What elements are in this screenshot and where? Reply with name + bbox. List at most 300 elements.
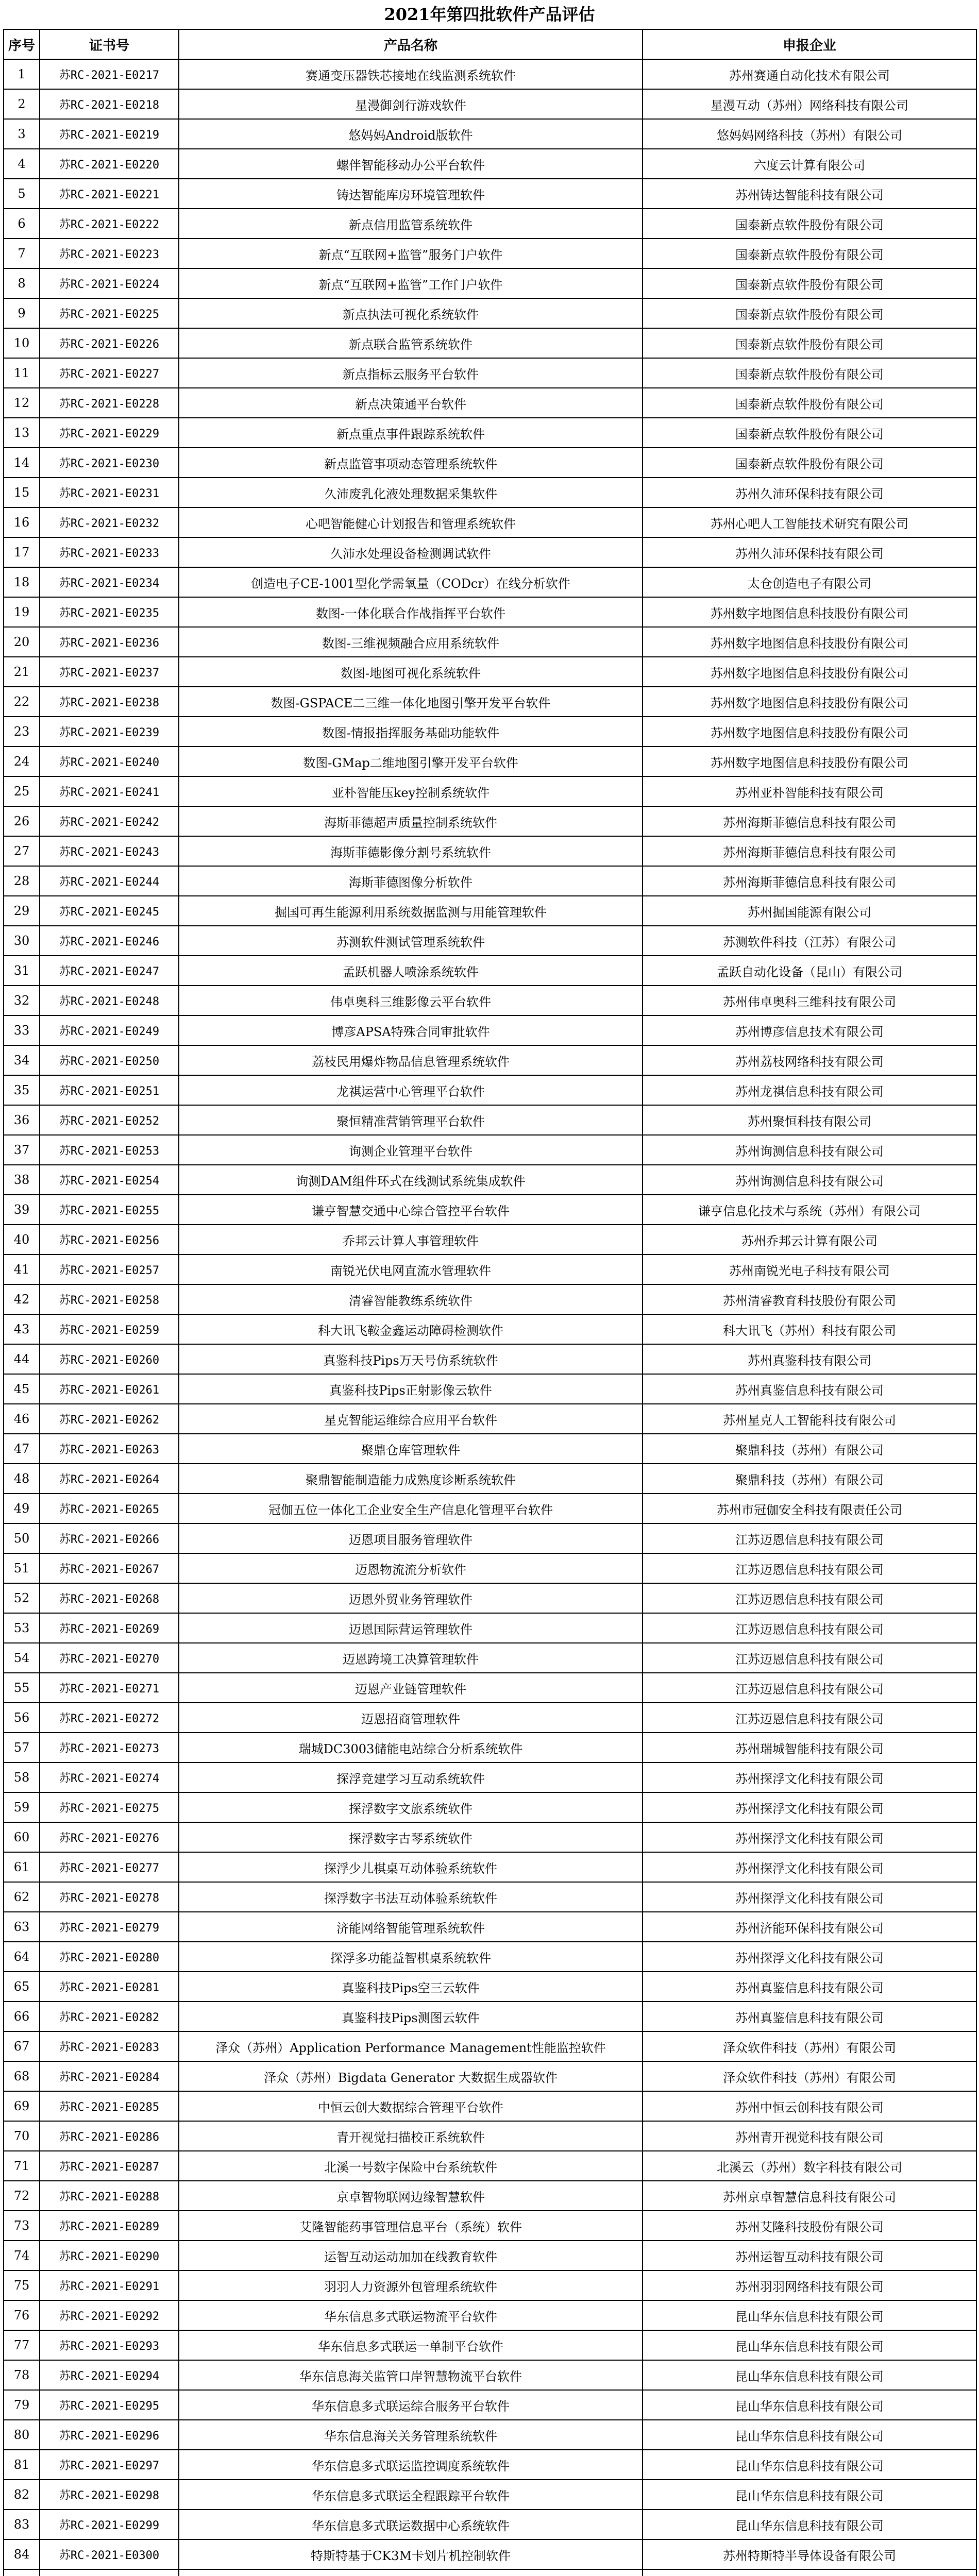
table-row	[4, 896, 976, 926]
cell-cert-number: 苏RC-2021-E0294	[40, 2360, 179, 2390]
cell-company: 苏州博彦信息技术有限公司	[643, 1015, 976, 1045]
cell-cert-number: 苏RC-2021-E0231	[40, 478, 179, 507]
table-row	[4, 2539, 976, 2569]
cell-cert-number: 苏RC-2021-E0251	[40, 1075, 179, 1105]
cell-cert-number: 苏RC-2021-E0275	[40, 1792, 179, 1822]
cell-index: 30	[4, 926, 40, 956]
cell-cert-number: 苏RC-2021-E0267	[40, 1553, 179, 1583]
cell-product-name: 探浮数字书法互动体验系统软件	[179, 1882, 643, 1912]
table-row	[4, 806, 976, 836]
cell-product-name: 新点执法可视化系统软件	[179, 298, 643, 328]
cell-company: 国泰新点软件股份有限公司	[643, 239, 976, 268]
cell-company: 苏州掘国能源有限公司	[643, 896, 976, 926]
cell-cert-number: 苏RC-2021-E0255	[40, 1195, 179, 1225]
table-row	[4, 149, 976, 179]
table-row	[4, 1225, 976, 1255]
cell-index: 52	[4, 1583, 40, 1613]
table-row	[4, 2330, 976, 2360]
cell-cert-number: 苏RC-2021-E0221	[40, 179, 179, 209]
cell-cert-number: 苏RC-2021-E0266	[40, 1523, 179, 1553]
table-row	[4, 1553, 976, 1583]
cell-cert-number: 苏RC-2021-E0295	[40, 2390, 179, 2420]
cell-index: 49	[4, 1494, 40, 1523]
cell-index: 10	[4, 328, 40, 358]
table-row	[4, 1494, 976, 1523]
cell-company: 昆山华东信息科技有限公司	[643, 2420, 976, 2450]
cell-index: 21	[4, 657, 40, 687]
cell-index: 68	[4, 2061, 40, 2091]
cell-cert-number: 苏RC-2021-E0293	[40, 2330, 179, 2360]
cell-index: 24	[4, 747, 40, 776]
cell-product-name: 华东信息多式联运物流平台软件	[179, 2300, 643, 2330]
cell-cert-number: 苏RC-2021-E0297	[40, 2450, 179, 2480]
table-row	[4, 1912, 976, 1942]
cell-company: 国泰新点软件股份有限公司	[643, 328, 976, 358]
cell-product-name: 数图-三维视频融合应用系统软件	[179, 627, 643, 657]
cell-product-name: 海斯菲德超声质量控制系统软件	[179, 806, 643, 836]
cell-product-name: 久沛水处理设备检测调试软件	[179, 537, 643, 567]
cell-cert-number: 苏RC-2021-E0224	[40, 268, 179, 298]
cell-company: 国泰新点软件股份有限公司	[643, 358, 976, 388]
cell-index: 76	[4, 2300, 40, 2330]
cell-index: 42	[4, 1284, 40, 1314]
cell-company: 苏州荔枝网络科技有限公司	[643, 1045, 976, 1075]
cell-cert-number: 苏RC-2021-E0264	[40, 1464, 179, 1494]
cell-company: 苏州乔邦云计算有限公司	[643, 1225, 976, 1255]
cell-product-name: 探浮竞建学习互动系统软件	[179, 1762, 643, 1792]
cell-company: 国泰新点软件股份有限公司	[643, 448, 976, 478]
cell-company: 苏州久沛环保科技有限公司	[643, 478, 976, 507]
cell-cert-number: 苏RC-2021-E0284	[40, 2061, 179, 2091]
cell-product-name: 孟跃机器人喷涂系统软件	[179, 956, 643, 986]
cell-cert-number: 苏RC-2021-E0280	[40, 1942, 179, 1972]
cell-index: 56	[4, 1703, 40, 1733]
cell-cert-number: 苏RC-2021-E0258	[40, 1284, 179, 1314]
cell-cert-number: 苏RC-2021-E0220	[40, 149, 179, 179]
cell-cert-number: 苏RC-2021-E0223	[40, 239, 179, 268]
cell-cert-number: 苏RC-2021-E0263	[40, 1434, 179, 1464]
cell-index: 18	[4, 567, 40, 597]
cell-index: 72	[4, 2181, 40, 2211]
cell-index: 43	[4, 1314, 40, 1344]
cell-index: 63	[4, 1912, 40, 1942]
cell-product-name: 新点“互联网+监管”工作门户软件	[179, 268, 643, 298]
cell-cert-number	[40, 2569, 179, 2576]
cell-product-name: 华东信息多式联运全程跟踪平台软件	[179, 2480, 643, 2510]
table-row	[4, 507, 976, 537]
cell-company: 聚鼎科技（苏州）有限公司	[643, 1464, 976, 1494]
cell-cert-number: 苏RC-2021-E0281	[40, 1972, 179, 2002]
table-row	[4, 747, 976, 776]
cell-product-name: 华东信息多式联运一单制平台软件	[179, 2330, 643, 2360]
cell-product-name: 乔邦云计算人事管理软件	[179, 1225, 643, 1255]
cell-product-name: 冠伽五位一体化工企业安全生产信息化管理平台软件	[179, 1494, 643, 1523]
cell-cert-number: 苏RC-2021-E0242	[40, 806, 179, 836]
cell-product-name: 谦亨智慧交通中心综合管控平台软件	[179, 1195, 643, 1225]
cell-index: 19	[4, 597, 40, 627]
cell-cert-number: 苏RC-2021-E0276	[40, 1822, 179, 1852]
cell-product-name	[179, 2569, 643, 2576]
table-row	[4, 2480, 976, 2510]
cell-index: 46	[4, 1404, 40, 1434]
cell-index: 65	[4, 1972, 40, 2002]
cell-cert-number: 苏RC-2021-E0236	[40, 627, 179, 657]
cell-product-name: 迈恩招商管理软件	[179, 1703, 643, 1733]
cell-company: 苏州羽羽网络科技有限公司	[643, 2270, 976, 2300]
table-row	[4, 1762, 976, 1792]
cell-product-name: 青开视觉扫描校正系统软件	[179, 2121, 643, 2151]
cell-index: 28	[4, 866, 40, 896]
cell-index: 45	[4, 1374, 40, 1404]
cell-product-name: 科大讯飞鞍金鑫运动障碍检测软件	[179, 1314, 643, 1344]
cell-product-name: 铸达智能库房环境管理软件	[179, 179, 643, 209]
table-row	[4, 1344, 976, 1374]
table-row	[4, 717, 976, 747]
cell-product-name: 泽众（苏州）Bigdata Generator 大数据生成器软件	[179, 2061, 643, 2091]
cell-product-name: 探浮数字古琴系统软件	[179, 1822, 643, 1852]
cell-company: 国泰新点软件股份有限公司	[643, 298, 976, 328]
cell-index: 70	[4, 2121, 40, 2151]
cell-cert-number: 苏RC-2021-E0289	[40, 2211, 179, 2241]
cell-cert-number: 苏RC-2021-E0260	[40, 1344, 179, 1374]
table-row	[4, 2061, 976, 2091]
cell-product-name: 南锐光伏电网直流水管理软件	[179, 1255, 643, 1284]
cell-product-name: 中恒云创大数据综合管理平台软件	[179, 2091, 643, 2121]
cell-cert-number: 苏RC-2021-E0235	[40, 597, 179, 627]
table-row	[4, 59, 976, 89]
cell-product-name: 瑞城DC3003储能电站综合分析系统软件	[179, 1733, 643, 1762]
table-row	[4, 2181, 976, 2211]
cell-index: 82	[4, 2480, 40, 2510]
cell-product-name: 探浮多功能益智棋桌系统软件	[179, 1942, 643, 1972]
cell-company: 昆山华东信息科技有限公司	[643, 2480, 976, 2510]
cell-index: 14	[4, 448, 40, 478]
table-row	[4, 418, 976, 448]
cell-company: 江苏迈恩信息科技有限公司	[643, 1553, 976, 1583]
cell-product-name: 聚恒精准营销管理平台软件	[179, 1105, 643, 1135]
cell-product-name: 华东信息多式联运综合服务平台软件	[179, 2390, 643, 2420]
cell-company: 泽众软件科技（苏州）有限公司	[643, 2061, 976, 2091]
cell-cert-number: 苏RC-2021-E0248	[40, 986, 179, 1015]
cell-product-name: 新点指标云服务平台软件	[179, 358, 643, 388]
cell-index: 34	[4, 1045, 40, 1075]
cell-company: 昆山华东信息科技有限公司	[643, 2450, 976, 2480]
cell-index: 15	[4, 478, 40, 507]
cell-product-name: 聚鼎智能制造能力成熟度诊断系统软件	[179, 1464, 643, 1494]
cell-product-name: 新点决策通平台软件	[179, 388, 643, 418]
cell-cert-number: 苏RC-2021-E0238	[40, 687, 179, 717]
cell-company: 昆山华东信息科技有限公司	[643, 2300, 976, 2330]
table-row	[4, 1523, 976, 1553]
cell-company: 苏州真鉴科技有限公司	[643, 1344, 976, 1374]
cell-index: 4	[4, 149, 40, 179]
cell-index: 64	[4, 1942, 40, 1972]
header-product-name: 产品名称	[179, 29, 643, 59]
table-row	[4, 597, 976, 627]
cell-product-name: 星克智能运维综合应用平台软件	[179, 1404, 643, 1434]
cell-company: 苏州探浮文化科技有限公司	[643, 1762, 976, 1792]
cell-cert-number: 苏RC-2021-E0249	[40, 1015, 179, 1045]
cell-product-name: 真鉴科技Pips测图云软件	[179, 2002, 643, 2031]
cell-cert-number: 苏RC-2021-E0283	[40, 2031, 179, 2061]
cell-company: 星漫互动（苏州）网络科技有限公司	[643, 89, 976, 119]
table-row	[4, 1673, 976, 1703]
cell-company: 苏州探浮文化科技有限公司	[643, 1942, 976, 1972]
cell-company: 苏州运智互动科技有限公司	[643, 2241, 976, 2270]
cell-product-name: 新点重点事件跟踪系统软件	[179, 418, 643, 448]
cell-index: 17	[4, 537, 40, 567]
table-row	[4, 268, 976, 298]
cell-company: 苏州久沛环保科技有限公司	[643, 537, 976, 567]
cell-cert-number: 苏RC-2021-E0244	[40, 866, 179, 896]
cell-company: 昆山华东信息科技有限公司	[643, 2330, 976, 2360]
cell-cert-number: 苏RC-2021-E0254	[40, 1165, 179, 1195]
cell-index: 60	[4, 1822, 40, 1852]
table-row	[4, 1075, 976, 1105]
cell-index: 66	[4, 2002, 40, 2031]
cell-company: 苏州数字地图信息科技股份有限公司	[643, 597, 976, 627]
cell-index: 84	[4, 2539, 40, 2569]
cell-cert-number: 苏RC-2021-E0237	[40, 657, 179, 687]
cell-index: 16	[4, 507, 40, 537]
table-row	[4, 1255, 976, 1284]
cell-cert-number: 苏RC-2021-E0245	[40, 896, 179, 926]
cell-index: 36	[4, 1105, 40, 1135]
cell-product-name: 久沛废乳化液处理数据采集软件	[179, 478, 643, 507]
cell-index: 80	[4, 2420, 40, 2450]
cell-product-name: 数图-一体化联合作战指挥平台软件	[179, 597, 643, 627]
table-row	[4, 478, 976, 507]
cell-company: 六度云计算有限公司	[643, 149, 976, 179]
cell-index: 74	[4, 2241, 40, 2270]
cell-company: 苏州数字地图信息科技股份有限公司	[643, 657, 976, 687]
cell-company: 苏州聚恒科技有限公司	[643, 1105, 976, 1135]
cell-company: 国泰新点软件股份有限公司	[643, 268, 976, 298]
cell-product-name: 数图-地图可视化系统软件	[179, 657, 643, 687]
cell-product-name: 新点监管事项动态管理系统软件	[179, 448, 643, 478]
table-row	[4, 2151, 976, 2181]
cell-company: 苏州中恒云创科技有限公司	[643, 2091, 976, 2121]
cell-product-name: 数图-情报指挥服务基础功能软件	[179, 717, 643, 747]
cell-company: 苏州青开视觉科技有限公司	[643, 2121, 976, 2151]
cell-index: 54	[4, 1643, 40, 1673]
cell-product-name: 聚鼎仓库管理软件	[179, 1434, 643, 1464]
cell-index: 62	[4, 1882, 40, 1912]
table-row	[4, 2270, 976, 2300]
cell-index: 37	[4, 1135, 40, 1165]
cell-company: 苏州清睿教育科技股份有限公司	[643, 1284, 976, 1314]
page-title: 2021年第四批软件产品评估	[384, 5, 595, 24]
cell-index: 55	[4, 1673, 40, 1703]
cell-cert-number: 苏RC-2021-E0288	[40, 2181, 179, 2211]
cell-company: 国泰新点软件股份有限公司	[643, 209, 976, 239]
cell-index: 25	[4, 776, 40, 806]
cell-company: 国泰新点软件股份有限公司	[643, 388, 976, 418]
cell-product-name: 真鉴科技Pips万天号仿系统软件	[179, 1344, 643, 1374]
table-row	[4, 1434, 976, 1464]
cell-product-name: 伟卓奥科三维影像云平台软件	[179, 986, 643, 1015]
cell-index: 83	[4, 2510, 40, 2539]
cell-cert-number: 苏RC-2021-E0287	[40, 2151, 179, 2181]
cell-product-name: 济能网络智能管理系统软件	[179, 1912, 643, 1942]
cell-cert-number: 苏RC-2021-E0227	[40, 358, 179, 388]
cell-product-name: 京卓智物联网边缘智慧软件	[179, 2181, 643, 2211]
cell-cert-number: 苏RC-2021-E0286	[40, 2121, 179, 2151]
cell-company: 苏州赛通自动化技术有限公司	[643, 59, 976, 89]
cell-cert-number: 苏RC-2021-E0282	[40, 2002, 179, 2031]
table-body	[4, 59, 976, 2576]
table-row	[4, 2241, 976, 2270]
cell-company: 苏州龙祺信息科技有限公司	[643, 1075, 976, 1105]
cell-product-name: 运智互动运动加加在线教育软件	[179, 2241, 643, 2270]
table-row	[4, 567, 976, 597]
cell-index: 73	[4, 2211, 40, 2241]
cell-product-name: 荔枝民用爆炸物品信息管理系统软件	[179, 1045, 643, 1075]
cell-cert-number: 苏RC-2021-E0253	[40, 1135, 179, 1165]
header-company: 申报企业	[643, 29, 976, 59]
cell-product-name: 数图-GSPACE二三维一体化地图引擎开发平台软件	[179, 687, 643, 717]
cell-company: 苏州探浮文化科技有限公司	[643, 1882, 976, 1912]
cell-index: 7	[4, 239, 40, 268]
table-row	[4, 1643, 976, 1673]
cell-index: 75	[4, 2270, 40, 2300]
table-row	[4, 956, 976, 986]
cell-index: 22	[4, 687, 40, 717]
table-row	[4, 328, 976, 358]
cell-index: 78	[4, 2360, 40, 2390]
cell-product-name: 迈恩产业链管理软件	[179, 1673, 643, 1703]
cell-company: 苏州数字地图信息科技股份有限公司	[643, 747, 976, 776]
cell-index: 58	[4, 1762, 40, 1792]
cell-company	[643, 2569, 976, 2576]
cell-index: 9	[4, 298, 40, 328]
cell-company: 苏州数字地图信息科技股份有限公司	[643, 717, 976, 747]
table-row	[4, 209, 976, 239]
cell-product-name: 清睿智能教练系统软件	[179, 1284, 643, 1314]
table-row	[4, 89, 976, 119]
table-row	[4, 1404, 976, 1434]
table-row	[4, 1314, 976, 1344]
cell-cert-number: 苏RC-2021-E0250	[40, 1045, 179, 1075]
table-row	[4, 2121, 976, 2151]
cell-cert-number: 苏RC-2021-E0257	[40, 1255, 179, 1284]
cell-index: 69	[4, 2091, 40, 2121]
cell-company: 江苏迈恩信息科技有限公司	[643, 1703, 976, 1733]
cell-company: 昆山华东信息科技有限公司	[643, 2360, 976, 2390]
cell-cert-number: 苏RC-2021-E0252	[40, 1105, 179, 1135]
cell-product-name: 数图-GMap二维地图引擎开发平台软件	[179, 747, 643, 776]
cell-index: 51	[4, 1553, 40, 1583]
cell-product-name: 迈恩物流流分析软件	[179, 1553, 643, 1583]
cell-cert-number: 苏RC-2021-E0300	[40, 2539, 179, 2569]
cell-company: 苏州南锐光电子科技有限公司	[643, 1255, 976, 1284]
cell-cert-number: 苏RC-2021-E0228	[40, 388, 179, 418]
cell-company: 苏州真鉴信息科技有限公司	[643, 1374, 976, 1404]
evaluation-table	[3, 29, 977, 2576]
table-row	[4, 1045, 976, 1075]
table-row	[4, 2360, 976, 2390]
cell-company: 苏州数字地图信息科技股份有限公司	[643, 687, 976, 717]
cell-cert-number: 苏RC-2021-E0270	[40, 1643, 179, 1673]
cell-product-name: 悠妈妈Android版软件	[179, 119, 643, 149]
table-row	[4, 179, 976, 209]
table-row	[4, 1703, 976, 1733]
cell-cert-number: 苏RC-2021-E0230	[40, 448, 179, 478]
cell-product-name: 艾隆智能药事管理信息平台（系统）软件	[179, 2211, 643, 2241]
cell-cert-number: 苏RC-2021-E0222	[40, 209, 179, 239]
cell-company: 苏州心吧人工智能技术研究有限公司	[643, 507, 976, 537]
cell-cert-number: 苏RC-2021-E0268	[40, 1583, 179, 1613]
cell-index: 29	[4, 896, 40, 926]
table-row	[4, 1165, 976, 1195]
cell-cert-number: 苏RC-2021-E0229	[40, 418, 179, 448]
cell-cert-number: 苏RC-2021-E0217	[40, 59, 179, 89]
cell-company: 苏州探浮文化科技有限公司	[643, 1792, 976, 1822]
cell-company: 苏州瑞城智能科技有限公司	[643, 1733, 976, 1762]
table-row	[4, 1464, 976, 1494]
cell-index: 38	[4, 1165, 40, 1195]
cell-cert-number: 苏RC-2021-E0299	[40, 2510, 179, 2539]
table-row	[4, 1195, 976, 1225]
cell-product-name: 星漫御剑行游戏软件	[179, 89, 643, 119]
cell-index: 35	[4, 1075, 40, 1105]
cell-product-name: 泽众（苏州）Application Performance Management性能监控软件	[179, 2031, 643, 2061]
cell-company: 聚鼎科技（苏州）有限公司	[643, 1434, 976, 1464]
cell-company: 苏州铸达智能科技有限公司	[643, 179, 976, 209]
table-row	[4, 388, 976, 418]
cell-index: 59	[4, 1792, 40, 1822]
cell-cert-number: 苏RC-2021-E0256	[40, 1225, 179, 1255]
table-row	[4, 2211, 976, 2241]
cell-company: 苏州询测信息科技有限公司	[643, 1165, 976, 1195]
cell-company: 苏州探浮文化科技有限公司	[643, 1852, 976, 1882]
cell-product-name: 询测企业管理平台软件	[179, 1135, 643, 1165]
table-row	[4, 1105, 976, 1135]
table-row	[4, 1972, 976, 2002]
cell-company: 苏州市冠伽安全科技有限责任公司	[643, 1494, 976, 1523]
cell-index: 71	[4, 2151, 40, 2181]
cell-product-name: 迈恩跨境工决算管理软件	[179, 1643, 643, 1673]
cell-product-name: 苏测软件测试管理系统软件	[179, 926, 643, 956]
cell-index: 77	[4, 2330, 40, 2360]
cell-company: 苏州询测信息科技有限公司	[643, 1135, 976, 1165]
cell-cert-number: 苏RC-2021-E0226	[40, 328, 179, 358]
cell-product-name: 探浮少儿棋桌互动体验系统软件	[179, 1852, 643, 1882]
cell-cert-number: 苏RC-2021-E0239	[40, 717, 179, 747]
cell-index: 31	[4, 956, 40, 986]
table-row	[4, 2450, 976, 2480]
cell-company: 苏州探浮文化科技有限公司	[643, 1822, 976, 1852]
table-row	[4, 1882, 976, 1912]
table-row	[4, 1374, 976, 1404]
table-row	[4, 687, 976, 717]
cell-product-name: 创造电子CE-1001型化学需氧量（CODcr）在线分析软件	[179, 567, 643, 597]
cell-cert-number: 苏RC-2021-E0219	[40, 119, 179, 149]
cell-index: 33	[4, 1015, 40, 1045]
cell-product-name: 心吧智能健心计划报告和管理系统软件	[179, 507, 643, 537]
cell-index: 67	[4, 2031, 40, 2061]
cell-cert-number: 苏RC-2021-E0285	[40, 2091, 179, 2121]
cell-product-name: 掘国可再生能源利用系统数据监测与用能管理软件	[179, 896, 643, 926]
cell-index: 50	[4, 1523, 40, 1553]
cell-product-name: 海斯菲德图像分析软件	[179, 866, 643, 896]
cell-index: 20	[4, 627, 40, 657]
table-row	[4, 2300, 976, 2330]
table-row	[4, 239, 976, 268]
cell-cert-number: 苏RC-2021-E0246	[40, 926, 179, 956]
cell-company: 昆山华东信息科技有限公司	[643, 2390, 976, 2420]
header-index: 序号	[4, 29, 40, 59]
